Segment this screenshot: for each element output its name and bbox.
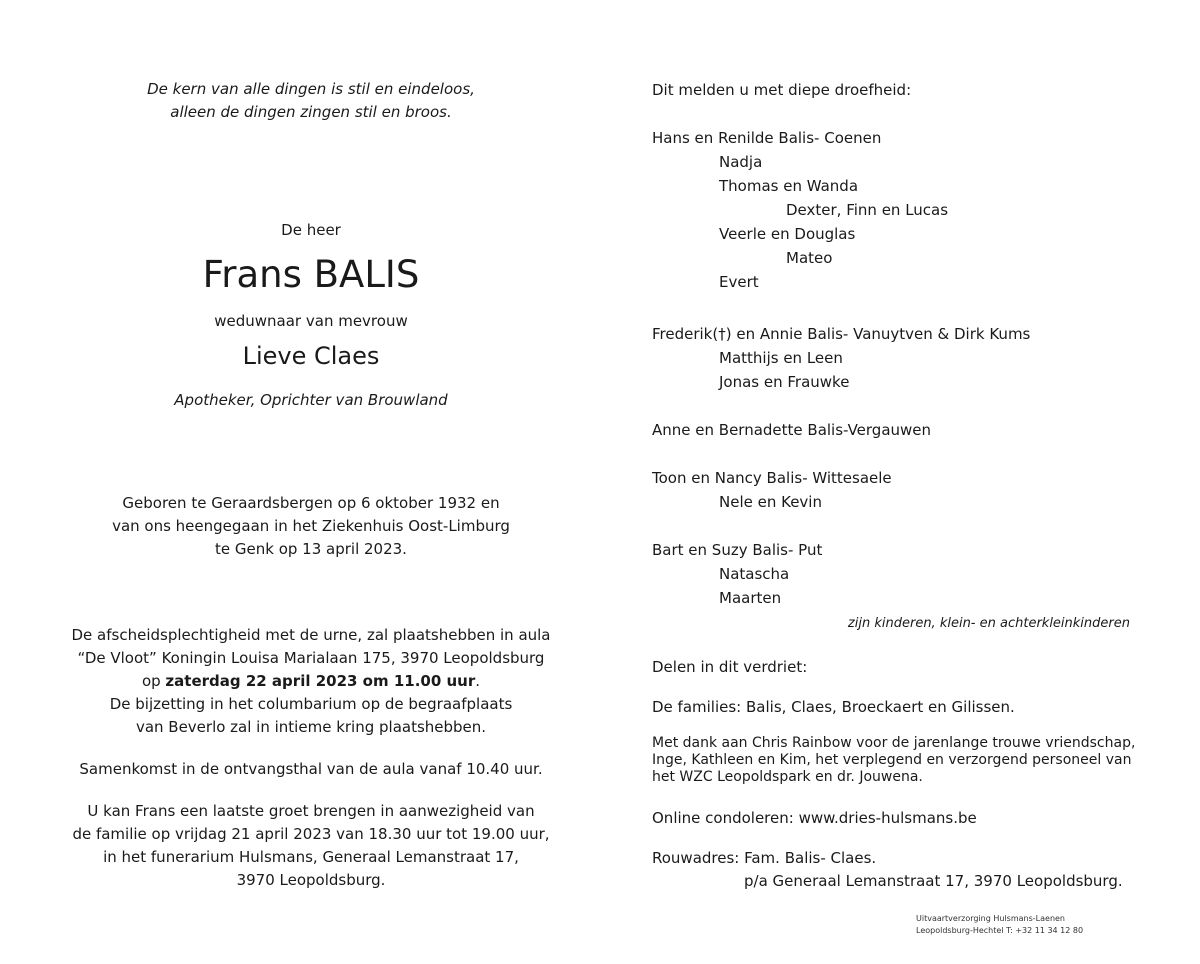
visit-line-4: 3970 Leopoldsburg. [236,871,386,889]
family-head: Bart en Suzy Balis- Put [652,541,823,559]
gathering: Samenkomst in de ontvangsthal van de aula vanaf 10.40 uur. [79,760,543,778]
family-member: Maarten [719,589,782,607]
families-line: De families: Balis, Claes, Broeckaert en Gilissen. [652,698,1015,716]
ceremony-line-2: “De Vloot” Koningin Louisa Marialaan 175, 3970 Leopoldsburg [77,649,545,667]
family-member: Evert [719,273,759,291]
right-panel [652,0,1182,964]
family-member: Dexter, Finn en Lucas [786,201,949,219]
family-member: Jonas en Frauwke [719,373,850,391]
visit-line-1: U kan Frans een laatste groet brengen in aanwezigheid van [87,802,535,820]
address-line-2: p/a Generaal Lemanstraat 17, 3970 Leopoldsburg. [744,872,1123,890]
verse-line-2: alleen de dingen zingen stil en broos. [170,103,452,121]
family-head: Hans en Renilde Balis- Coenen [652,129,882,147]
thanks-line-3: het WZC Leopoldspark en dr. Jouwena. [652,769,923,785]
birth-line-3: te Genk op 13 april 2023. [215,540,407,558]
ceremony-prefix: op [141,672,166,690]
funeral-home-contact: Leopoldsburg-Hechtel T: +32 11 34 12 80 [916,926,1084,935]
deceased-name: Frans BALIS [202,253,420,296]
relation-note: zijn kinderen, klein- en achterkleinkinderen [847,616,1130,631]
verse-line-1: De kern van alle dingen is stil en eindeloos, [147,80,475,98]
family-member: Thomas en Wanda [719,177,859,195]
spouse-name: Lieve Claes [242,342,380,370]
ceremony-date: zaterdag 22 april 2023 om 11.00 uur [165,672,476,690]
announcement-intro: Dit melden u met diepe droefheid: [652,81,912,99]
ceremony-line-3 [0,670,622,693]
thanks-line-1: Met dank aan Chris Rainbow voor de jarenlange trouwe vriendschap, [652,735,1136,751]
ceremony-line-1: De afscheidsplechtigheid met de urne, zal plaatshebben in aula [71,626,551,644]
online-condolences: Online condoleren: www.dries-hulsmans.be [652,809,977,827]
family-member: Nadja [719,153,763,171]
visit-line-2: de familie op vrijdag 21 april 2023 van 18.30 uur tot 19.00 uur, [72,825,550,843]
family-member: Nele en Kevin [719,493,822,511]
share-intro: Delen in dit verdriet: [652,658,808,676]
salutation: De heer [281,221,341,239]
birth-line-1: Geboren te Geraardsbergen op 6 oktober 1932 en [122,494,500,512]
visit-line-3: in het funerarium Hulsmans, Generaal Lemanstraat 17, [103,848,519,866]
birth-line-2: van ons heengegaan in het Ziekenhuis Oost-Limburg [112,517,510,535]
profession: Apotheker, Oprichter van Brouwland [174,391,448,409]
family-member: Matthijs en Leen [719,349,843,367]
family-head: Anne en Bernadette Balis-Vergauwen [652,421,932,439]
ceremony-line-5: van Beverlo zal in intieme kring plaatshebben. [135,718,487,736]
family-member: Natascha [719,565,790,583]
family-member: Mateo [786,249,833,267]
ceremony-suffix: . [475,672,481,690]
family-head: Toon en Nancy Balis- Wittesaele [652,469,892,487]
widower-of: weduwnaar van mevrouw [214,312,408,330]
ceremony-line-4: De bijzetting in het columbarium op de begraafplaats [109,695,513,713]
funeral-home-name: Uitvaartverzorging Hulsmans-Laenen [916,914,1065,923]
thanks-line-2: Inge, Kathleen en Kim, het verplegend en verzorgend personeel van [652,752,1132,768]
family-member: Veerle en Douglas [719,225,856,243]
address-line-1: Rouwadres: Fam. Balis- Claes. [652,849,877,867]
family-head: Frederik(†) en Annie Balis- Vanuytven & Dirk Kums [652,325,1031,343]
